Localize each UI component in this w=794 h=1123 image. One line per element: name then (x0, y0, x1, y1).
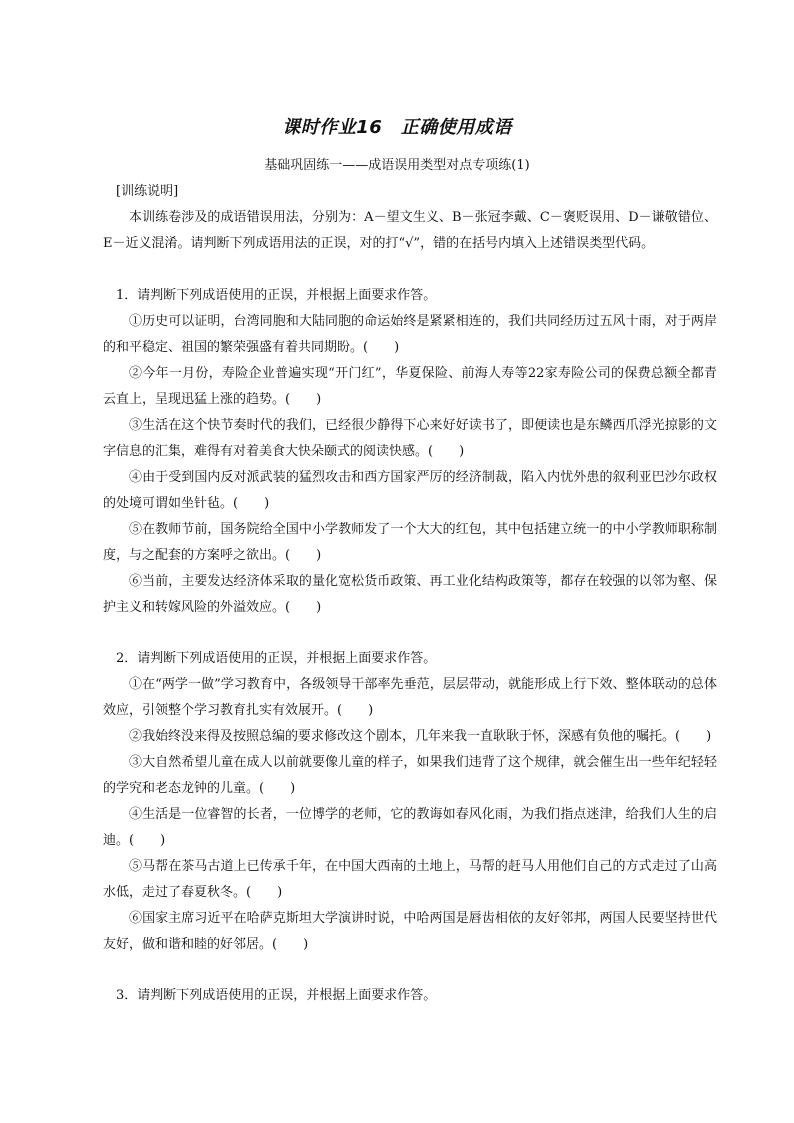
question-item: ④由于受到国内反对派武装的猛烈攻击和西方国家严厉的经济制裁，陷入内忧外患的叙利亚巴沙尔政权的处境可谓如坐针毡。( ) (103, 470, 717, 511)
question-item: ③生活在这个快节奏时代的我们，已经很少静得下心来好好读书了，即便读也是东鳞西爪浮光掠影的文字信息的汇集，难得有对着美食大快朵颐式的阅读快感。( ) (103, 418, 717, 459)
question-3 (103, 983, 717, 1009)
question-item: ⑤马帮在茶马古道上已传承千年，在中国大西南的土地上，马帮的赶马人用他们自己的方式走过了山高水低，走过了春夏秋冬。( ) (103, 859, 717, 900)
page-title: 课时作业16 正确使用成语 (282, 117, 512, 138)
document-body (103, 179, 717, 1009)
question-item: ②今年一月份，寿险企业普遍实现“开门红”，华夏保险、前海人寿等22家寿险公司的保费总额全都青云直上，呈现迅猛上涨的趋势。( ) (103, 366, 717, 407)
question-stem: 1．请判断下列成语使用的正误，并根据上面要求作答。 (116, 288, 437, 303)
question-item: ①在“两学一做”学习教育中，各级领导干部率先垂范，层层带动，就能形成上行下效、整体联动的总体效应，引领整个学习教育扎实有效展开。( ) (103, 677, 717, 718)
question-item: ③大自然希望儿童在成人以前就要像儿童的样子，如果我们违背了这个规律，就会催生出一些年纪轻轻的学究和老态龙钟的儿童。( ) (103, 755, 717, 796)
question-stem: 2．请判断下列成语使用的正误，并根据上面要求作答。 (116, 651, 437, 666)
question-item: ②我始终没来得及按照总编的要求修改这个剧本，几年来我一直耿耿于怀，深感有负他的嘱托。( ) (129, 729, 712, 744)
page-subtitle: 基础巩固练一——成语误用类型对点专项练(1) (264, 158, 530, 173)
spacer (103, 257, 717, 283)
question-1 (103, 283, 717, 621)
question-2 (103, 646, 717, 958)
question-item: ①历史可以证明，台湾同胞和大陆同胞的命运始终是紧紧相连的，我们共同经历过五风十雨，对于两岸的和平稳定、祖国的繁荣强盛有着共同期盼。( ) (103, 314, 717, 355)
spacer (103, 621, 717, 646)
question-item: ⑥当前，主要发达经济体采取的量化宽松货币政策、再工业化结构政策等，都存在较强的以邻为壑、保护主义和转嫁风险的外溢效应。( ) (103, 574, 717, 615)
intro-paragraph: 本训练卷涉及的成语错误用法，分别为：A－望文生义、B－张冠李戴、C－褒贬误用、D－谦敬错位、E－近义混淆。请判断下列成语用法的正误，对的打“√”，错的在括号内填入上述错误类型代码。 (103, 210, 717, 251)
spacer (103, 958, 717, 983)
question-item: ④生活是一位睿智的长者，一位博学的老师，它的教诲如春风化雨，为我们指点迷津，给我们人生的启迪。( ) (103, 807, 717, 848)
training-note-label: [训练说明] (116, 184, 179, 199)
question-item: ⑥国家主席习近平在哈萨克斯坦大学演讲时说，中哈两国是唇齿相依的友好邻邦，两国人民要坚持世代友好，做和谐和睦的好邻居。( ) (103, 911, 717, 952)
question-item: ⑤在教师节前，国务院给全国中小学教师发了一个大大的红包，其中包括建立统一的中小学教师职称制度，与之配套的方案呼之欲出。( ) (103, 522, 717, 563)
question-stem: 3．请判断下列成语使用的正误，并根据上面要求作答。 (116, 988, 437, 1003)
